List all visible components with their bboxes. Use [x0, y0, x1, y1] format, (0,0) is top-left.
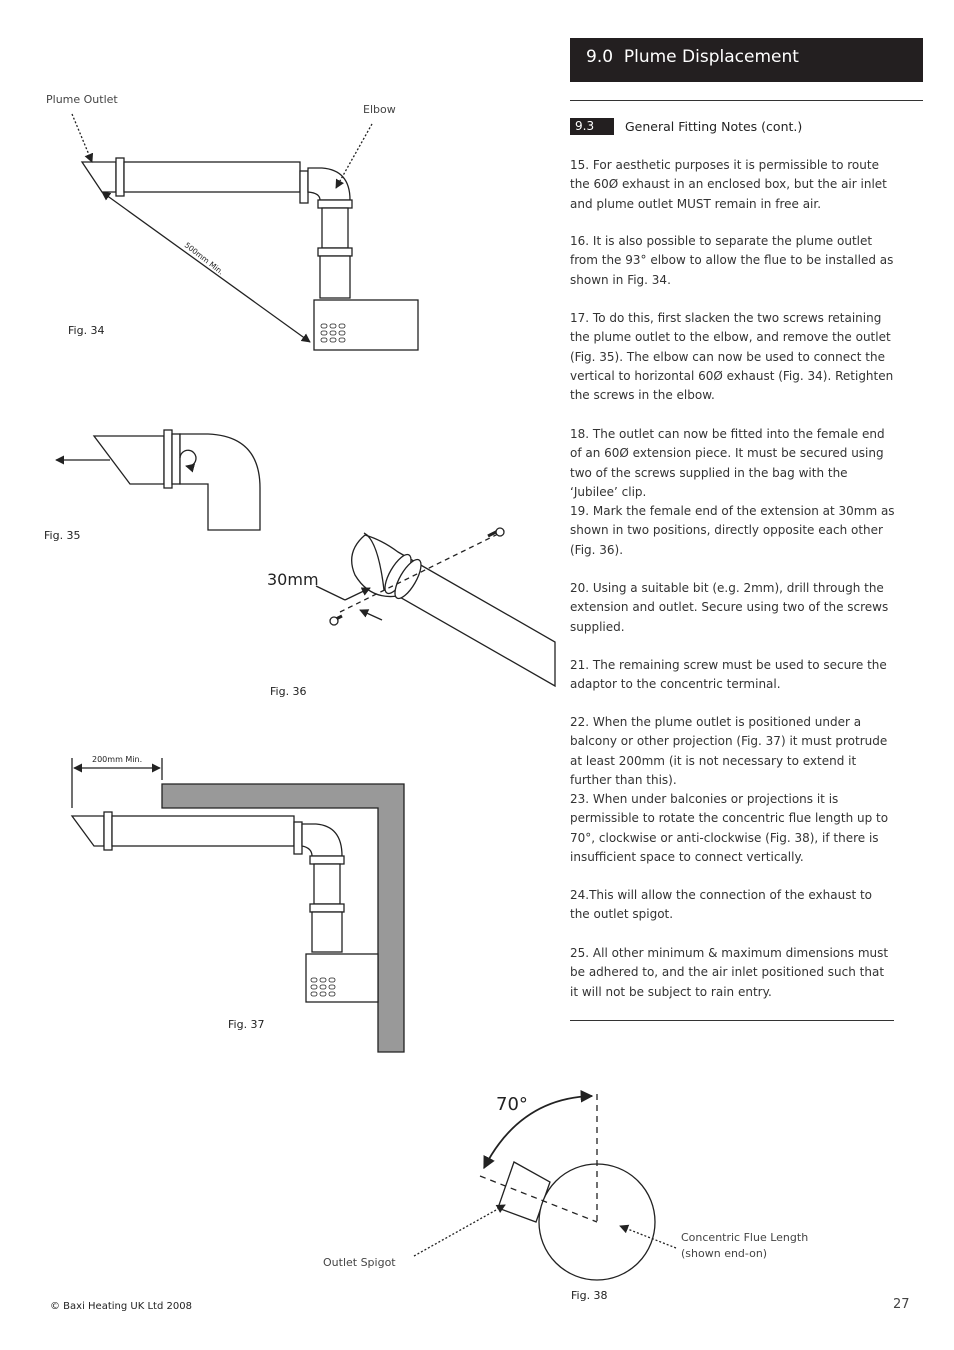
fig34-elbow-label: Elbow: [363, 103, 396, 116]
subsection-number: 9.3: [570, 118, 614, 135]
fig36-caption: Fig. 36: [270, 685, 307, 698]
fig37-caption: Fig. 37: [228, 1018, 265, 1031]
section-title: 9.0 Plume Displacement: [586, 47, 799, 67]
paragraph-16: 16. It is also possible to separate the plume outlet from the 93° elbow to allow the flue to be installed as shown in Fig. 34.: [570, 234, 894, 287]
fig38-angle-label: 70°: [496, 1094, 528, 1115]
paragraph-19: 19. Mark the female end of the extension at 30mm as shown in two positions, directly opposite each other (Fig. 36).: [570, 504, 895, 557]
paragraph-20: 20. Using a suitable bit (e.g. 2mm), drill through the extension and outlet. Secure using two of the screws supplied.: [570, 581, 889, 634]
fig37-drawing: [72, 758, 404, 1052]
page-number: 27: [893, 1297, 910, 1312]
paragraph-25: 25. All other minimum & maximum dimensions must be adhered to, and the air inlet positioned such that it will not be subject to rain entry.: [570, 946, 889, 999]
fig34-dimension-label: 500mm Min.: [182, 240, 226, 277]
fig38-flue-label-line2: (shown end-on): [681, 1247, 768, 1260]
paragraph-22: 22. When the plume outlet is positioned under a balcony or other projection (Fig. 37) it must protrude at least 200mm (it is not necessary to extend it further than this).: [570, 715, 888, 787]
footer-copyright: © Baxi Heating UK Ltd 2008: [50, 1301, 192, 1312]
subsection-title: General Fitting Notes (cont.): [625, 119, 803, 134]
fig38-outlet-spigot-label: Outlet Spigot: [323, 1256, 396, 1269]
fig38-flue-label-line1: Concentric Flue Length: [681, 1231, 809, 1244]
fig36-drawing: [316, 528, 555, 686]
fig35-drawing: [56, 430, 260, 530]
paragraph-21: 21. The remaining screw must be used to secure the adaptor to the concentric terminal.: [570, 658, 887, 692]
paragraph-23: 23. When under balconies or projections it is permissible to rotate the concentric flue length up to 70°, clockwise or anti-clockwise (Fig. 38), if there is insufficient space to connect vertically.: [570, 792, 889, 864]
fig34-plume-outlet-label: Plume Outlet: [46, 93, 118, 106]
fig36-dimension-label: 30mm: [267, 570, 319, 589]
fig34-caption: Fig. 34: [68, 324, 105, 337]
fig37-dimension-label: 200mm Min.: [92, 755, 143, 764]
fig38-caption: Fig. 38: [571, 1289, 608, 1302]
paragraph-17: 17. To do this, first slacken the two screws retaining the plume outlet to the elbow, and remove the outlet (Fig. 35). The elbow can now be used to connect the vertical to horizontal 60Ø exhaust (Fig. 34). Retighten the screws in the elbow.: [570, 311, 894, 403]
paragraph-15: 15. For aesthetic purposes it is permissible to route the 60Ø exhaust in an enclosed box, but the air inlet and plume outlet MUST remain in free air.: [570, 158, 887, 211]
fig38-drawing: [414, 1094, 676, 1280]
paragraph-18: 18. The outlet can now be fitted into the female end of an 60Ø extension piece. It must be secured using two of the screws supplied in the bag with the ‘Jubilee’ clip.: [570, 427, 885, 499]
fig34-drawing: [72, 114, 418, 350]
fig35-caption: Fig. 35: [44, 529, 81, 542]
paragraph-24: 24.This will allow the connection of the exhaust to the outlet spigot.: [570, 888, 873, 922]
